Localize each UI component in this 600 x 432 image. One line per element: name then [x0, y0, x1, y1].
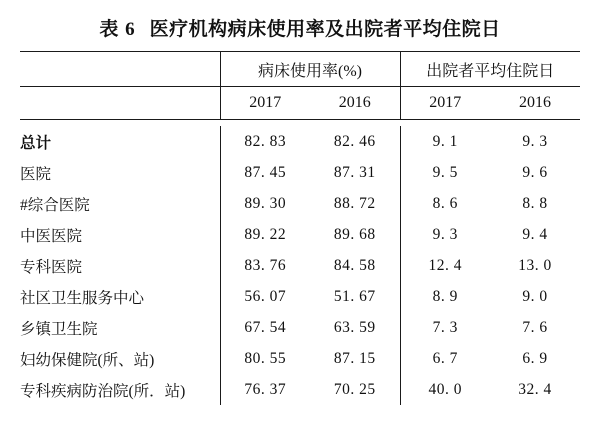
cell-stay-2017: 40. 0	[400, 374, 490, 405]
cell-stay-2017: 7. 3	[400, 312, 490, 343]
table-row	[20, 312, 580, 343]
table-row	[20, 157, 580, 188]
cell-stay-2017: 12. 4	[400, 250, 490, 281]
table-row	[20, 374, 580, 405]
cell-stay-2017: 9. 5	[400, 157, 490, 188]
cell-occupancy-2016: 84. 58	[333, 256, 376, 274]
cell-stay-2016: 9. 3	[522, 132, 548, 150]
row-label: 专科医院	[20, 258, 83, 276]
row-label: 乡镇卫生院	[20, 320, 98, 338]
row-label: #综合医院	[20, 196, 90, 214]
header-year-occupancy-2016: 2016	[338, 94, 371, 111]
cell-stay-2016: 6. 9	[522, 349, 548, 367]
cell-stay-2017: 8. 9	[400, 281, 490, 312]
cell-stay-2016: 13. 0	[518, 256, 552, 274]
row-label: 社区卫生服务中心	[20, 289, 145, 307]
cell-occupancy-2017: 89. 22	[220, 219, 310, 250]
cell-occupancy-2017: 87. 45	[220, 157, 310, 188]
table-caption	[0, 0, 600, 51]
row-label: 医院	[20, 165, 52, 183]
cell-stay-2016: 9. 4	[522, 225, 548, 243]
cell-occupancy-2017: 80. 55	[220, 343, 310, 374]
cell-stay-2016: 8. 8	[522, 194, 548, 212]
cell-occupancy-2016: 70. 25	[333, 380, 376, 398]
cell-stay-2017: 6. 7	[400, 343, 490, 374]
row-label: 总计	[20, 134, 52, 152]
table-row	[20, 126, 580, 157]
cell-occupancy-2016: 51. 67	[333, 287, 376, 305]
cell-occupancy-2017: 89. 30	[220, 188, 310, 219]
cell-occupancy-2017: 56. 07	[220, 281, 310, 312]
cell-occupancy-2017: 76. 37	[220, 374, 310, 405]
row-label: 中医医院	[20, 227, 83, 245]
cell-stay-2017: 8. 6	[400, 188, 490, 219]
cell-stay-2017: 9. 3	[400, 219, 490, 250]
cell-stay-2016: 9. 0	[522, 287, 548, 305]
table-row	[20, 219, 580, 250]
cell-occupancy-2016: 88. 72	[333, 194, 376, 212]
header-group-occupancy: 病床使用率(%)	[220, 52, 400, 87]
statistics-table	[20, 51, 580, 405]
header-year-occupancy-2017: 2017	[220, 87, 310, 120]
table-row	[20, 343, 580, 374]
cell-occupancy-2016: 89. 68	[333, 225, 376, 243]
cell-stay-2017: 9. 1	[400, 126, 490, 157]
cell-occupancy-2016: 63. 59	[333, 318, 376, 336]
table-row	[20, 188, 580, 219]
cell-stay-2016: 9. 6	[522, 163, 548, 181]
row-label: 专科疾病防治院(所．站)	[20, 382, 186, 400]
header-group-row	[20, 52, 580, 87]
header-group-staylength: 出院者平均住院日	[400, 52, 580, 87]
cell-occupancy-2016: 87. 31	[333, 163, 376, 181]
row-label: 妇幼保健院(所、站)	[20, 351, 155, 369]
header-year-row	[20, 87, 580, 120]
header-year-stay-2017: 2017	[400, 87, 490, 120]
table-row	[20, 281, 580, 312]
cell-occupancy-2017: 83. 76	[220, 250, 310, 281]
page-title: 医疗机构病床使用率及出院者平均住院日	[149, 19, 501, 40]
cell-occupancy-2017: 82. 83	[220, 126, 310, 157]
table-row	[20, 250, 580, 281]
cell-occupancy-2016: 87. 15	[333, 349, 376, 367]
table-number: 表 6	[99, 19, 136, 40]
header-corner-cell-2	[20, 87, 220, 120]
cell-stay-2016: 32. 4	[518, 380, 552, 398]
cell-occupancy-2016: 82. 46	[333, 132, 376, 150]
header-corner-cell	[20, 52, 220, 87]
cell-stay-2016: 7. 6	[522, 318, 548, 336]
cell-occupancy-2017: 67. 54	[220, 312, 310, 343]
header-year-stay-2016: 2016	[519, 94, 551, 111]
